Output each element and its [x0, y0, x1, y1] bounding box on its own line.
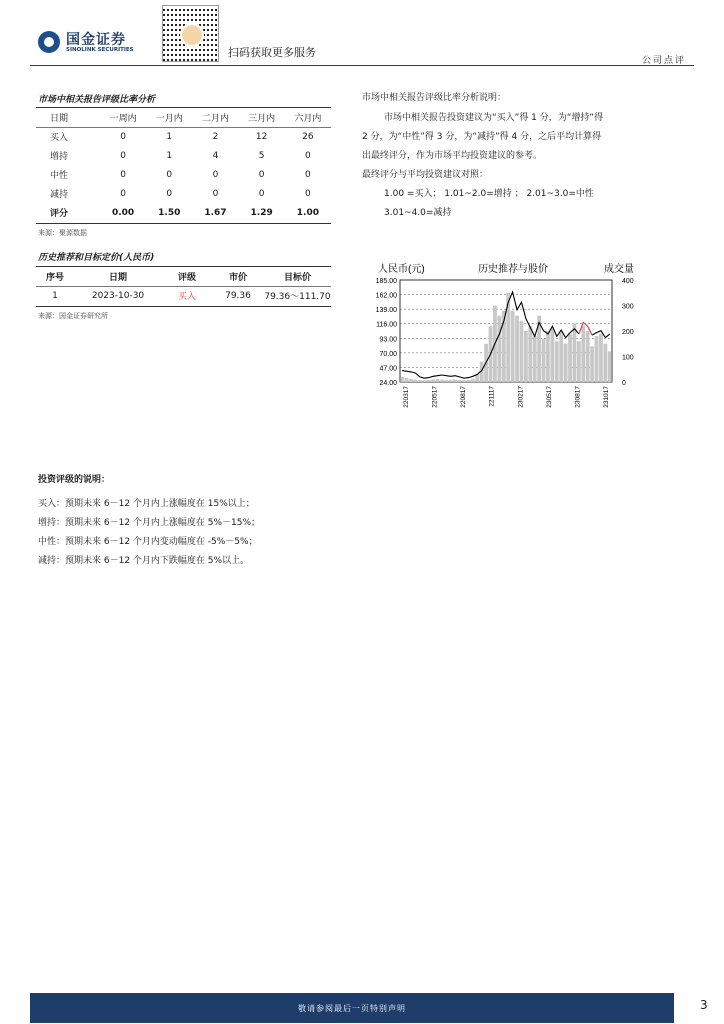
chart-volume-bar	[436, 379, 440, 382]
chart-volume-bar	[550, 328, 554, 382]
table-row	[36, 165, 331, 184]
chart-volume-bar	[497, 316, 501, 382]
rating-table-bottom-rule	[36, 223, 331, 224]
chart-volume-bar	[520, 321, 524, 382]
table-cell: 减持	[50, 190, 69, 200]
table-cell: 买入	[50, 133, 69, 143]
footer-disclaimer-link[interactable]: 敬请参阅最后一页特别声明	[298, 1004, 406, 1013]
scan-prompt: 扫码获取更多服务	[228, 46, 316, 59]
chart-volume-bar	[573, 323, 577, 382]
rating-table-header-rule	[36, 127, 331, 128]
chart-volume-bar	[603, 344, 607, 382]
chart-volume-bar	[414, 379, 418, 382]
chart-volume-bar	[440, 380, 444, 382]
chart-volume-bar	[542, 339, 546, 382]
table-cell: 0	[120, 150, 126, 161]
chart-y2-tick-label: 100	[622, 354, 634, 362]
chart-volume-bar	[581, 326, 585, 382]
chart-volume-bar	[453, 379, 457, 382]
chart-x-tick-label: 231017	[603, 386, 610, 408]
chart-volume-bar	[467, 380, 471, 382]
chart-volume-bar	[595, 336, 599, 382]
table-cell: 0	[305, 169, 311, 180]
report-type: 公司点评	[641, 56, 686, 66]
chart-x-tick-label: 220517	[431, 386, 439, 408]
explanation-title: 市场中相关报告评级比率分析说明：	[362, 93, 507, 103]
table-cell: 1	[52, 290, 58, 301]
table-cell: 4	[212, 150, 219, 161]
table-cell: 0	[258, 169, 265, 180]
chart-volume-bar	[462, 380, 466, 382]
logo-icon	[38, 31, 60, 53]
chart-volume-bar	[586, 331, 590, 382]
table-header-cell: 序号	[45, 273, 64, 283]
rating-note-line: 中性：预期未来 6－12 个月内变动幅度在 -5%－5%；	[38, 537, 258, 547]
table-cell: 中性	[50, 171, 69, 181]
rating-ratio-title: 市场中相关报告评级比率分析	[38, 95, 156, 105]
chart-volume-bar	[599, 334, 603, 382]
table-header-cell: 六月内	[294, 114, 322, 124]
chart-y2-tick-label: 300	[622, 303, 634, 311]
explanation-line: 最终评分与平均投资建议对照：	[362, 170, 489, 180]
chart-volume-bar	[555, 341, 559, 382]
header-divider	[30, 65, 694, 66]
chart-volume-bar	[400, 377, 404, 382]
rating-ratio-table	[36, 108, 331, 222]
table-row	[36, 184, 331, 203]
explanation-line: 3.01~4.0=减持	[384, 208, 452, 218]
explanation-line: 2 分，为“中性”得 3 分，为“减持”得 4 分，之后平均计算得	[362, 132, 602, 142]
rating-cell: 买入	[177, 292, 196, 302]
table-cell: 1	[166, 131, 173, 142]
chart-y-tick-label: 93.00	[379, 336, 397, 344]
chart-volume-bar	[577, 341, 581, 382]
table-cell: 26	[302, 131, 314, 142]
history-table-source: 来源：国金证券研究所	[38, 312, 108, 320]
company-logo	[38, 27, 148, 61]
qr-code-icon	[162, 5, 219, 62]
table-header-cell: 日期	[50, 114, 69, 124]
table-cell: 0	[166, 169, 173, 180]
table-row	[36, 127, 331, 146]
chart-volume-bar	[449, 380, 453, 382]
chart-x-tick-label: 221117	[488, 386, 496, 407]
table-cell: 0	[120, 188, 126, 199]
table-cell: 5	[258, 150, 265, 161]
chart-x-tick-label: 230517	[545, 386, 553, 408]
chart-volume-bar	[608, 351, 612, 382]
chart-y-tick-label: 139.00	[375, 307, 397, 315]
chart-volume-bar	[418, 380, 422, 382]
table-cell: 0	[305, 188, 311, 199]
page-number: 3	[700, 998, 708, 1012]
chart-volume-bar	[590, 346, 594, 382]
table-cell: 2	[212, 131, 219, 142]
table-cell: 1	[166, 150, 173, 161]
table-cell: 1.67	[204, 207, 227, 218]
rating-notes-title: 投资评级的说明：	[38, 475, 111, 485]
chart-y-tick-label: 47.00	[379, 365, 397, 373]
table-header-cell: 三月内	[248, 114, 276, 124]
chart-y2-tick-label: 400	[622, 278, 634, 285]
chart-volume-bar	[427, 380, 431, 382]
chart-volume-bar	[431, 379, 435, 382]
chart-y2label: 成交量	[604, 264, 634, 275]
chart-volume-bar	[405, 378, 409, 382]
chart-y2-tick-label: 0	[622, 380, 626, 387]
table-cell: 0	[212, 188, 219, 199]
table-cell: 0	[166, 188, 173, 199]
chart-x-tick-label: 220317	[403, 386, 410, 408]
chart-y2-tick-label: 200	[622, 329, 634, 336]
chart-x-tick-label: 220817	[460, 386, 468, 408]
table-cell: 0	[212, 169, 219, 180]
table-cell: 1.00	[296, 207, 319, 218]
logo-english-name: SINOLINK SECURITIES	[66, 47, 134, 53]
table-cell: 0	[120, 131, 126, 142]
table-cell: 79.36～111.70	[264, 292, 331, 302]
table-cell: 12	[255, 131, 268, 142]
chart-y-tick-label: 70.00	[379, 350, 397, 358]
table-header-row	[36, 267, 331, 286]
chart-y-tick-label: 116.00	[376, 321, 397, 329]
chart-volume-bar	[564, 344, 568, 382]
table-row	[36, 286, 331, 305]
chart-y-tick-label: 185.00	[375, 278, 397, 285]
table-score-row	[36, 203, 331, 222]
rating-note-line: 买入：预期未来 6－12 个月内上涨幅度在 15%以上；	[38, 499, 255, 509]
chart-volume-bar	[524, 331, 528, 382]
chart-y-tick-label: 24.00	[379, 380, 397, 387]
table-cell: 增持	[50, 152, 69, 162]
explanation-line: 1.00 =买入； 1.01~2.0=增持 ； 2.01~3.0=中性	[384, 189, 594, 199]
table-cell: 1.29	[250, 207, 273, 218]
rating-note-line: 减持：预期未来 6－12 个月内下跌幅度在 5%以上。	[38, 556, 250, 566]
table-header-cell: 日期	[108, 273, 127, 283]
chart-volume-bar	[511, 311, 515, 382]
table-cell: 评分	[50, 209, 69, 219]
chart-volume-bar	[444, 380, 448, 382]
table-cell: 1.50	[158, 207, 181, 218]
table-header-cell: 市价	[228, 273, 247, 283]
table-cell: 2023-10-30	[91, 290, 145, 301]
explanation-line: 出最终评分，作为市场平均投资建议的参考。	[362, 151, 543, 161]
table-cell: 0	[120, 169, 126, 180]
history-table-bottom-rule	[36, 306, 331, 307]
chart-volume-bar	[409, 379, 413, 382]
history-table-header-rule	[36, 286, 331, 287]
rating-note-line: 增持：预期未来 6－12 个月内上涨幅度在 5%－15%；	[38, 518, 261, 528]
table-cell: 0.00	[111, 207, 135, 218]
chart-volume-bar	[546, 331, 550, 382]
table-header-cell: 评级	[177, 273, 196, 283]
chart-volume-bar	[568, 334, 572, 382]
table-header-cell: 目标价	[283, 273, 311, 283]
table-cell: 79.36	[225, 290, 251, 301]
history-price-chart	[360, 258, 650, 418]
table-header-row	[36, 108, 331, 127]
qr-center-logo	[180, 23, 204, 47]
logo-chinese-name: 国金证券	[66, 32, 126, 48]
chart-y-tick-label: 162.00	[375, 292, 397, 300]
chart-volume-bar	[559, 331, 563, 382]
table-row	[36, 146, 331, 165]
chart-volume-bar	[471, 379, 475, 382]
table-cell: 0	[305, 150, 311, 161]
chart-volume-bar	[515, 316, 519, 382]
chart-ylabel: 人民币(元)	[378, 264, 425, 275]
history-title: 历史推荐和目标定价(人民币)	[38, 253, 155, 263]
chart-volume-bar	[458, 380, 462, 382]
chart-x-tick-label: 230817	[574, 386, 582, 408]
table-header-cell: 一周内	[109, 114, 137, 124]
explanation-line: 市场中相关报告投资建议为“买入”得 1 分，为“增持”得	[384, 113, 604, 123]
chart-volume-bar	[528, 326, 532, 382]
chart-volume-bar	[533, 336, 537, 382]
chart-x-tick-label: 230217	[517, 386, 525, 408]
chart-volume-bar	[422, 380, 426, 382]
rating-table-source: 来源：聚源数据	[38, 229, 87, 237]
chart-title: 历史推荐与股价	[478, 264, 548, 275]
table-header-cell: 二月内	[201, 114, 229, 124]
table-cell: 0	[258, 188, 265, 199]
table-header-cell: 一月内	[155, 114, 183, 124]
